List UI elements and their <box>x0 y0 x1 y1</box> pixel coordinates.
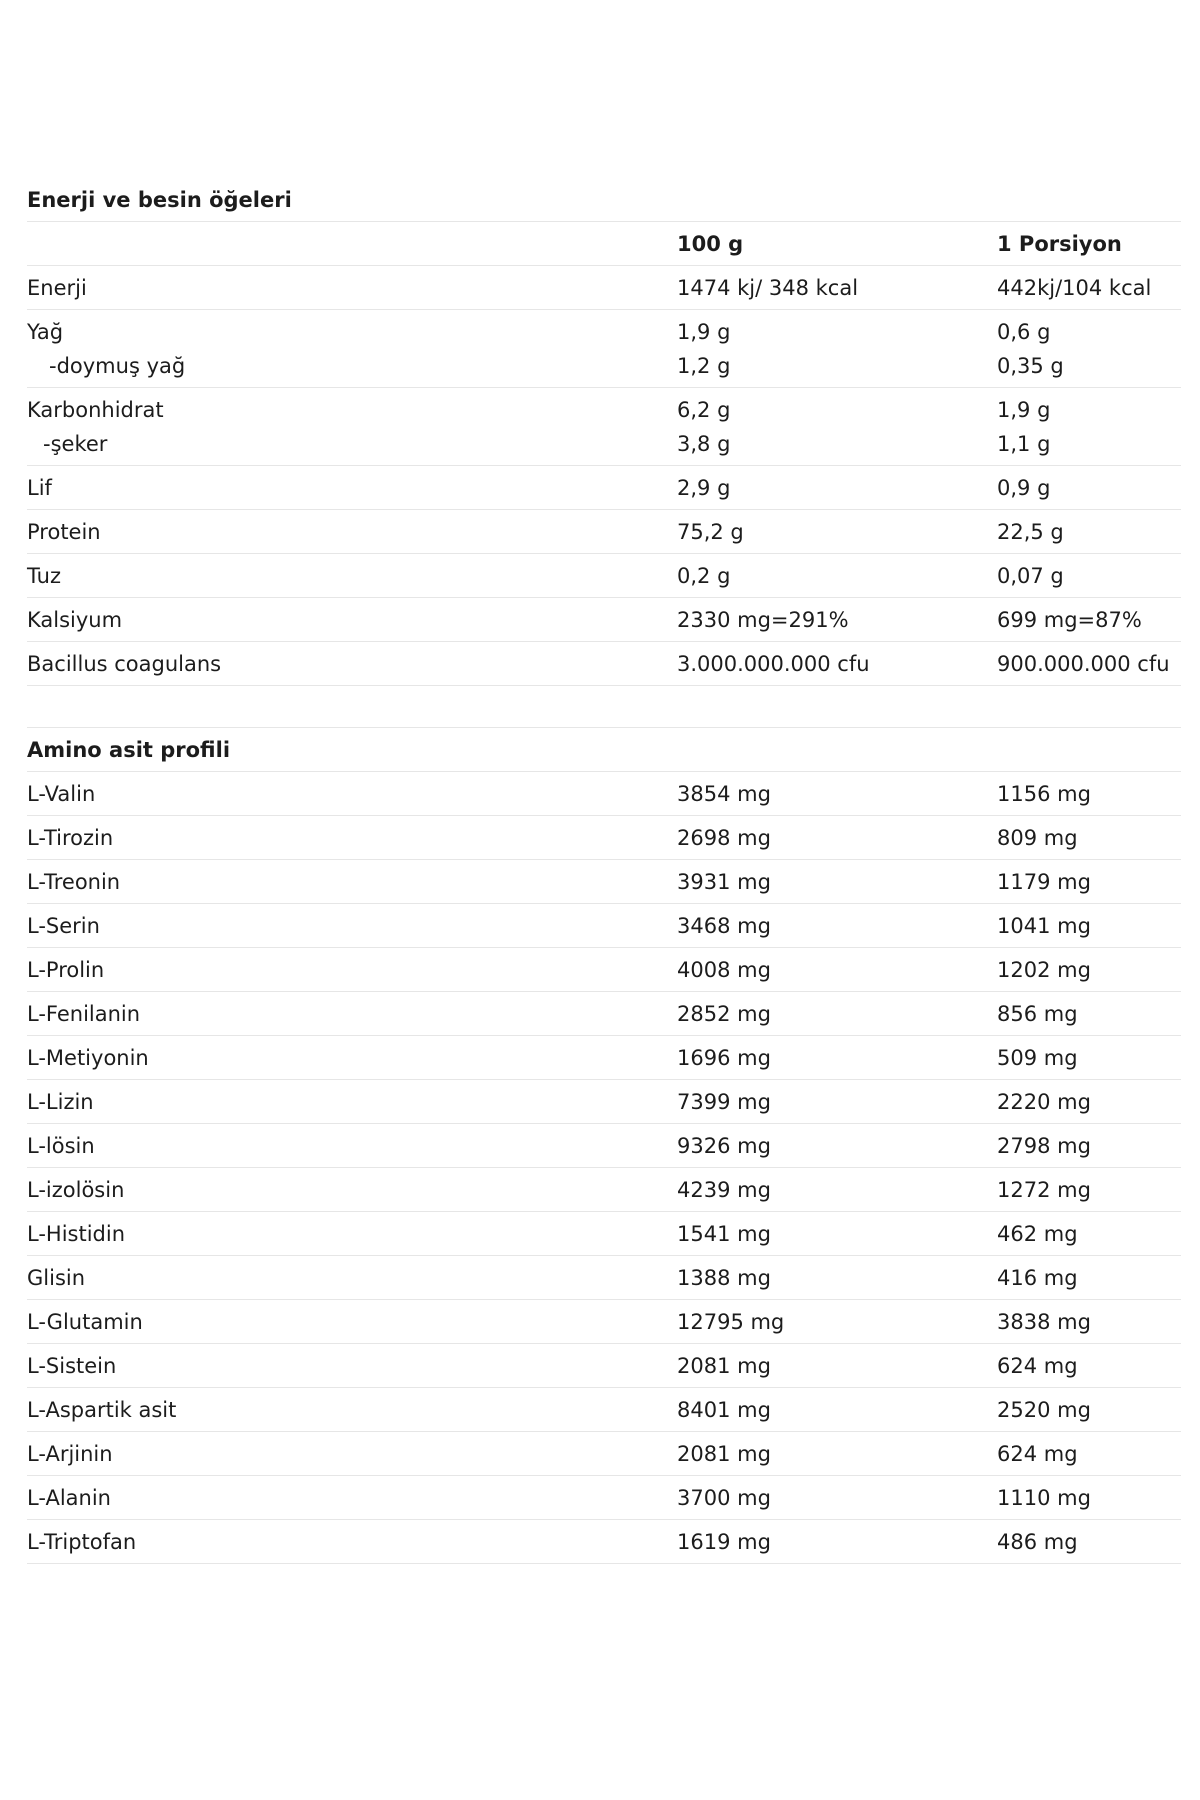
sub-value-100g: 1,2 g <box>677 354 731 378</box>
value-100g: 12795 mg <box>677 1310 785 1334</box>
table-row <box>27 1036 1181 1080</box>
nutrient-name: Karbonhidrat <box>27 398 164 422</box>
sub-value-portion: 0,35 g <box>997 354 1064 378</box>
table-row <box>27 1520 1181 1564</box>
nutrient-subname: -doymuş yağ <box>49 354 186 378</box>
value-100g: 2081 mg <box>677 1354 771 1378</box>
table-row <box>27 860 1181 904</box>
value-100g: 3468 mg <box>677 914 771 938</box>
value-100g: 1619 mg <box>677 1530 771 1554</box>
table-row <box>27 466 1181 510</box>
value-portion: 462 mg <box>997 1222 1078 1246</box>
amino-name: L-Alanin <box>27 1486 111 1510</box>
amino-name: L-Valin <box>27 782 96 806</box>
nutrient-name: Yağ <box>27 320 64 344</box>
table-row <box>27 554 1181 598</box>
value-portion: 1110 mg <box>997 1486 1091 1510</box>
table-row <box>27 310 1181 388</box>
amino-section-title-row <box>27 728 1181 772</box>
nutrient-name: Bacillus coagulans <box>27 652 222 676</box>
energy-section-title: Enerji ve besin öğeleri <box>27 188 292 212</box>
value-100g: 2081 mg <box>677 1442 771 1466</box>
nutrient-subname: -şeker <box>43 432 108 456</box>
sub-value-100g: 3,8 g <box>677 432 731 456</box>
value-portion: 2798 mg <box>997 1134 1091 1158</box>
table-row <box>27 992 1181 1036</box>
amino-name: L-Metiyonin <box>27 1046 149 1070</box>
header-100g: 100 g <box>677 232 744 256</box>
value-portion: 1,9 g <box>997 398 1051 422</box>
value-portion: 416 mg <box>997 1266 1078 1290</box>
table-header-row <box>27 222 1181 266</box>
value-portion: 0,6 g <box>997 320 1051 344</box>
table-row <box>27 948 1181 992</box>
value-portion: 22,5 g <box>997 520 1064 544</box>
value-portion: 624 mg <box>997 1354 1078 1378</box>
amino-name: L-Treonin <box>27 870 121 894</box>
value-100g: 1,9 g <box>677 320 731 344</box>
table-row <box>27 904 1181 948</box>
table-row <box>27 266 1181 310</box>
value-100g: 4008 mg <box>677 958 771 982</box>
value-portion: 509 mg <box>997 1046 1078 1070</box>
table-row <box>27 772 1181 816</box>
amino-name: L-Arjinin <box>27 1442 113 1466</box>
value-100g: 1696 mg <box>677 1046 771 1070</box>
amino-name: Glisin <box>27 1266 86 1290</box>
amino-name: L-Sistein <box>27 1354 117 1378</box>
value-portion: 1179 mg <box>997 870 1091 894</box>
section-spacer <box>27 686 1181 728</box>
amino-name: L-Prolin <box>27 958 105 982</box>
value-portion: 0,9 g <box>997 476 1051 500</box>
table-row <box>27 1344 1181 1388</box>
amino-name: L-izolösin <box>27 1178 125 1202</box>
value-portion: 699 mg=87% <box>997 608 1142 632</box>
table-row <box>27 1080 1181 1124</box>
nutrition-table <box>27 178 1181 1564</box>
value-portion: 1272 mg <box>997 1178 1091 1202</box>
value-portion: 3838 mg <box>997 1310 1091 1334</box>
table-row <box>27 510 1181 554</box>
value-100g: 2852 mg <box>677 1002 771 1026</box>
value-100g: 1474 kj/ 348 kcal <box>677 276 859 300</box>
amino-rows <box>27 772 1181 1564</box>
nutrient-name: Enerji <box>27 276 87 300</box>
value-100g: 9326 mg <box>677 1134 771 1158</box>
header-portion: 1 Porsiyon <box>997 232 1122 256</box>
nutrient-name: Tuz <box>27 564 61 588</box>
value-100g: 2698 mg <box>677 826 771 850</box>
value-100g: 3.000.000.000 cfu <box>677 652 870 676</box>
value-100g: 1388 mg <box>677 1266 771 1290</box>
value-portion: 1041 mg <box>997 914 1091 938</box>
value-portion: 486 mg <box>997 1530 1078 1554</box>
value-100g: 3931 mg <box>677 870 771 894</box>
table-row <box>27 388 1181 466</box>
value-100g: 8401 mg <box>677 1398 771 1422</box>
table-row <box>27 1476 1181 1520</box>
value-100g: 2330 mg=291% <box>677 608 849 632</box>
table-row <box>27 1256 1181 1300</box>
value-portion: 900.000.000 cfu <box>997 652 1170 676</box>
sub-value-portion: 1,1 g <box>997 432 1051 456</box>
table-row <box>27 1388 1181 1432</box>
table-row <box>27 1124 1181 1168</box>
value-portion: 0,07 g <box>997 564 1064 588</box>
amino-name: L-Lizin <box>27 1090 94 1114</box>
value-portion: 2520 mg <box>997 1398 1091 1422</box>
value-portion: 809 mg <box>997 826 1078 850</box>
table-row <box>27 1168 1181 1212</box>
value-100g: 4239 mg <box>677 1178 771 1202</box>
table-row <box>27 1212 1181 1256</box>
table-row <box>27 642 1181 686</box>
amino-name: L-Glutamin <box>27 1310 143 1334</box>
value-portion: 1202 mg <box>997 958 1091 982</box>
value-portion: 442kj/104 kcal <box>997 276 1152 300</box>
value-100g: 0,2 g <box>677 564 731 588</box>
value-100g: 2,9 g <box>677 476 731 500</box>
table-row <box>27 598 1181 642</box>
amino-name: L-Triptofan <box>27 1530 137 1554</box>
amino-name: L-Fenilanin <box>27 1002 141 1026</box>
value-100g: 75,2 g <box>677 520 744 544</box>
value-100g: 1541 mg <box>677 1222 771 1246</box>
value-100g: 6,2 g <box>677 398 731 422</box>
amino-name: L-Tirozin <box>27 826 114 850</box>
value-portion: 2220 mg <box>997 1090 1091 1114</box>
nutrient-name: Kalsiyum <box>27 608 123 632</box>
energy-section-title-row <box>27 178 1181 222</box>
value-100g: 7399 mg <box>677 1090 771 1114</box>
table-row <box>27 1432 1181 1476</box>
amino-name: L-Aspartik asit <box>27 1398 177 1422</box>
nutrient-name: Lif <box>27 476 52 500</box>
table-row <box>27 1300 1181 1344</box>
amino-section-title: Amino asit profili <box>27 738 231 762</box>
value-100g: 3854 mg <box>677 782 771 806</box>
table-row <box>27 816 1181 860</box>
value-portion: 624 mg <box>997 1442 1078 1466</box>
value-portion: 856 mg <box>997 1002 1078 1026</box>
amino-name: L-Histidin <box>27 1222 126 1246</box>
amino-name: L-Serin <box>27 914 100 938</box>
value-portion: 1156 mg <box>997 782 1091 806</box>
value-100g: 3700 mg <box>677 1486 771 1510</box>
amino-name: L-lösin <box>27 1134 95 1158</box>
nutrient-name: Protein <box>27 520 101 544</box>
